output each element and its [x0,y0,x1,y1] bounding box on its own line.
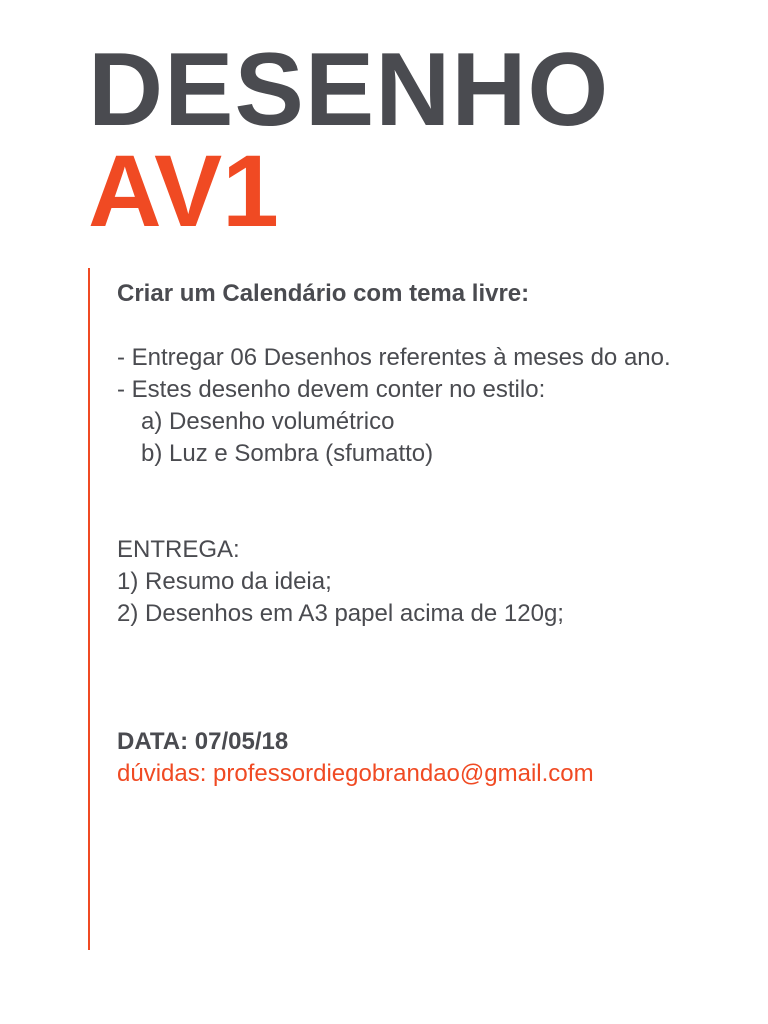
contact-email: dúvidas: professordiegobrandao@gmail.com [117,760,594,787]
instruction-item: - Entregar 06 Desenhos referentes à meses do ano. [117,344,671,371]
page-title: DESENHO [88,32,610,148]
page-subtitle: AV1 [88,134,279,248]
vertical-divider [88,268,90,950]
delivery-item: 1) Resumo da ideia; [117,568,332,595]
style-item: a) Desenho volumétrico [141,408,395,435]
delivery-label: ENTREGA: [117,536,240,563]
assignment-heading: Criar um Calendário com tema livre: [117,280,530,307]
due-date: DATA: 07/05/18 [117,728,289,755]
style-item: b) Luz e Sombra (sfumatto) [141,440,434,467]
instruction-item: - Estes desenho devem conter no estilo: [117,376,546,403]
assignment-content [117,278,737,790]
delivery-item: 2) Desenhos em A3 papel acima de 120g; [117,600,564,627]
